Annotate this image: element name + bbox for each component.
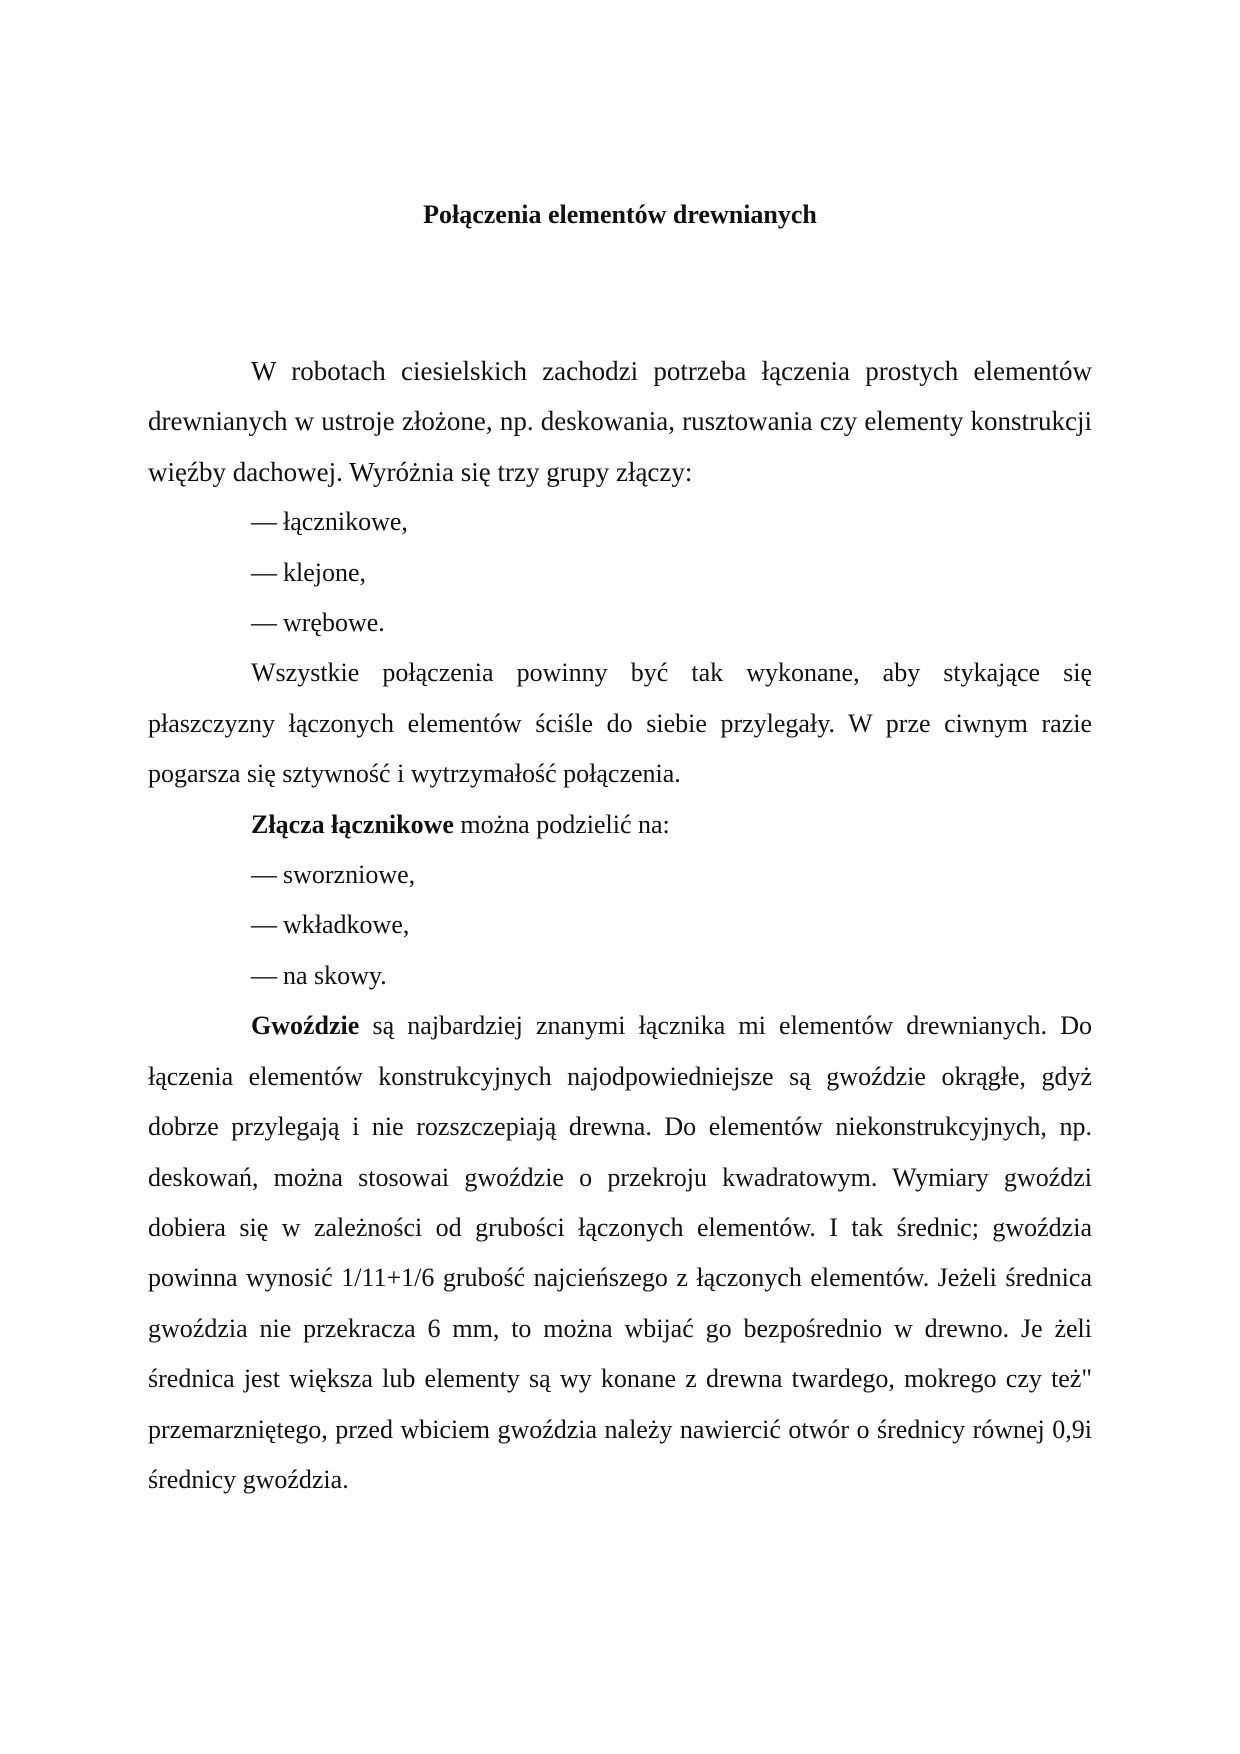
list-item-text: łącznikowe, [283,507,408,537]
list-item [251,497,1092,547]
nails-text: są najbardziej znanymi łącznika mi elementów drewnianych. Do łączenia elementów konstrukcyjnych najodpowiedniejsze są gwoździe okrągłe, gdyż dobrze przylegają i nie rozszczepiają drewna. Do elementów niekonstrukcyjnych, np. deskowań, można stosowai gwoździe o przekroju kwadratowym. Wymiary gwoździ dobiera się w zależności od grubości łączonych elementów. I tak średnic; gwoździa powinna wynosić 1/11+1/6 grubość najcieńszego z łączonych elementów. Jeżeli średnica gwoździa nie przekracza 6 mm, to można wbijać go bezpośrednio w drewno. Je żeli średnica jest większa lub elementy są wy konane z drewna twardego, mokrego czy też" przemarzniętego, przed wbiciem gwoździa należy nawiercić otwór o średnicy równej 0,9i średnicy gwoździa. [148,1011,1092,1494]
document-body [148,346,1092,1505]
fasteners-heading-bold: Złącza łącznikowe [251,809,454,839]
list-item-text: na skowy. [283,960,387,990]
joint-groups-list [148,497,1092,648]
list-item [251,951,1092,1001]
list-dash: — [251,860,277,890]
nails-bold: Gwoździe [251,1011,360,1041]
fastener-types-list [148,850,1092,1001]
intro-paragraph: W robotach ciesielskich zachodzi potrzeba łączenia prostych elementów drewnianych w ustroje złożone, np. deskowania, rusztowania czy elementy konstrukcji więźby dachowej. Wyróżnia się trzy grupy złączy: [148,356,1092,487]
list-dash: — [251,960,277,990]
list-dash: — [251,910,277,940]
list-item-text: wkładkowe, [283,910,410,940]
fasteners-heading [148,800,1092,850]
list-item-text: sworzniowe, [283,860,416,890]
list-item-text: klejone, [283,557,367,587]
nails-paragraph [148,1001,1092,1505]
list-dash: — [251,557,277,587]
list-item [251,900,1092,950]
list-dash: — [251,608,277,638]
connections-paragraph: Wszystkie połączenia powinny być tak wykonane, aby stykające się płaszczyzny łączonych elementów ściśle do siebie przylegały. W prze ciwnym razie pogarsza się sztywność i wytrzymałość połączenia. [148,658,1092,789]
list-item [251,548,1092,598]
list-item-text: wrębowe. [283,608,385,638]
list-dash: — [251,507,277,537]
document-title: Połączenia elementów drewnianych [423,200,817,229]
list-item [251,850,1092,900]
fasteners-heading-rest: można podzielić na: [453,809,670,839]
list-item [251,598,1092,648]
